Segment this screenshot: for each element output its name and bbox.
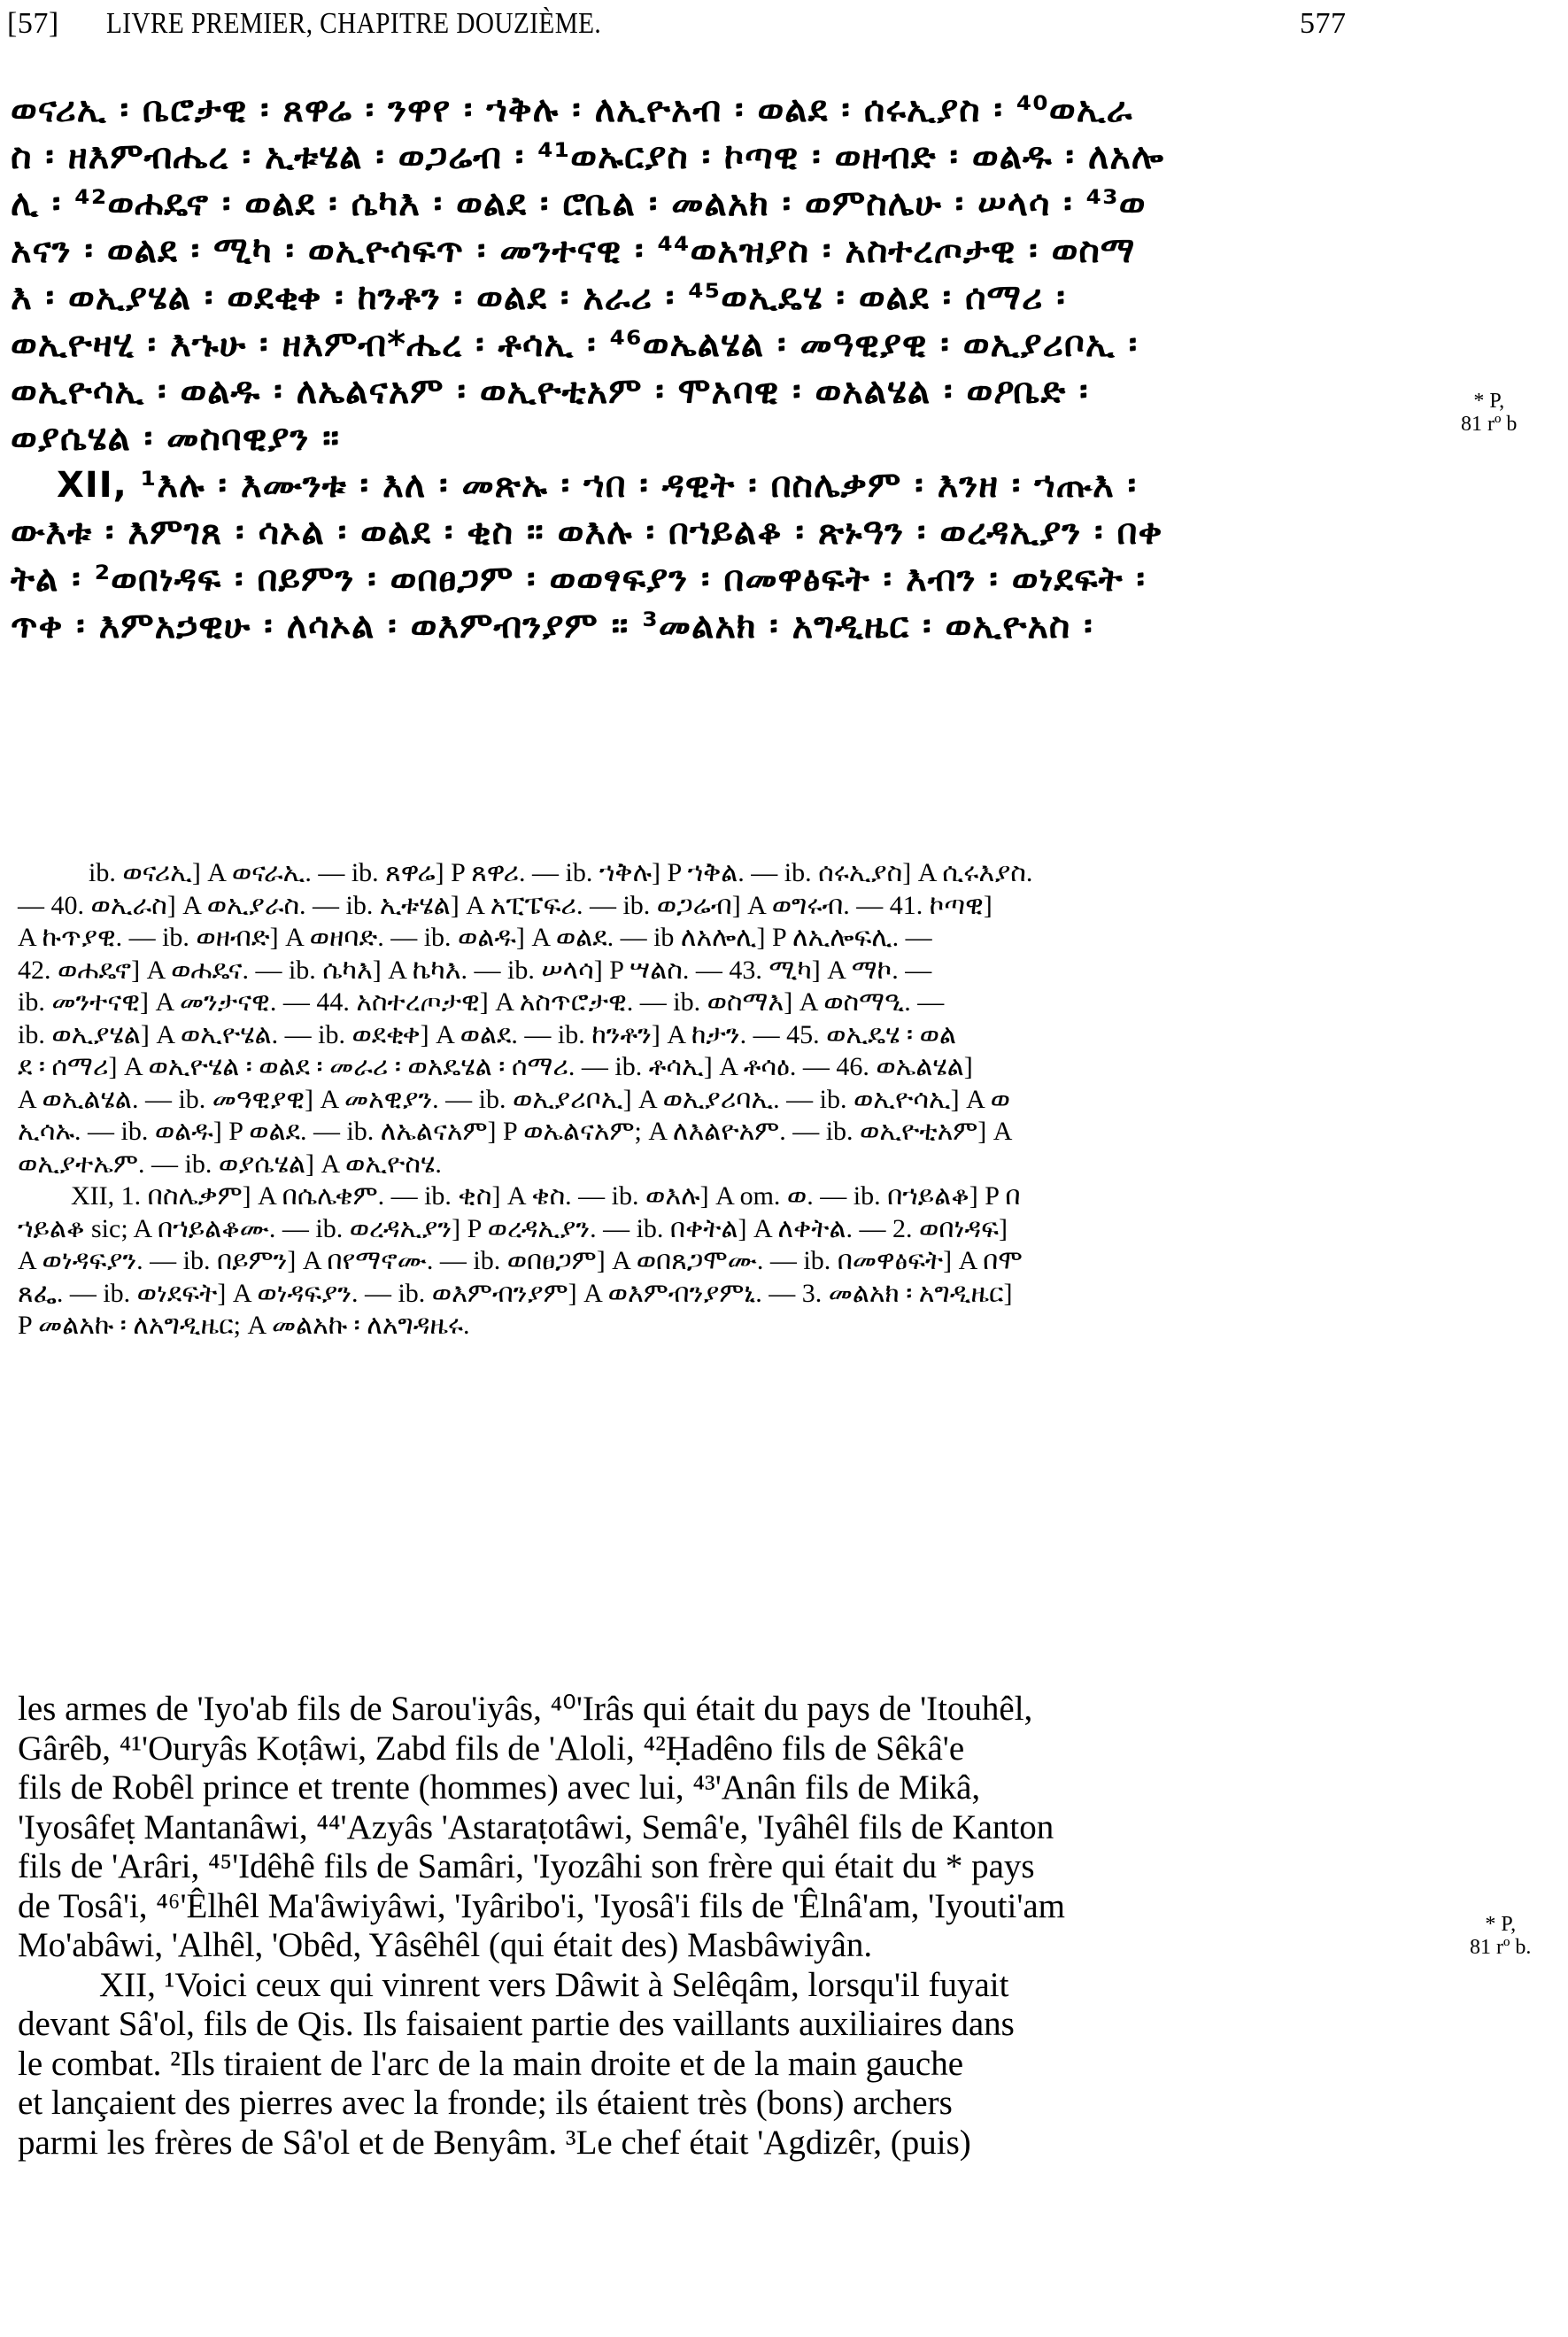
translation-line: devant Sâ'ol, fils de Qis. Ils faisaient partie des vaillants auxiliaires dans [18, 2005, 1015, 2043]
margin-note-line: 81 rº b. [1470, 1936, 1532, 1959]
critical-apparatus [18, 857, 1434, 1343]
apparatus-line: A ኩጥያዊ. — ib. ወዘብድ] A ወዘባድ. — ib. ወልዱ] A ወልደ. — ib ለአሎሊ] P ለኢሎፍሊ. — [18, 923, 932, 952]
apparatus-line: — 40. ወኢራስ] A ወኢያራስ. — ib. ኢቱሄል] A አፒፔፍሪ. — ib. ወጋሬብ] A ወግሩብ. — 41. ኮጣዊ] [18, 890, 993, 920]
translation-line: 'Iyosâfeṭ Mantanâwi, ⁴⁴'Azyâs 'Astaraṭotâwi, Semâ'e, 'Iyâhêl fils de Kanton [18, 1807, 1054, 1846]
apparatus-line: ደ ፡ ሰማሪ] A ወኢዮሄል ፡ ወልደ ፡ መራሪ ፡ ወአዴሄል ፡ ሰማሪ. — ib. ቶሳኢ] A ቶሳዕ. — 46. ወኤልሄል] [18, 1052, 973, 1081]
ethiopic-line: ውእቱ ፡ እምገጸ ፡ ሳኦል ፡ ወልደ ፡ ቂስ ። ወእሉ ፡ በኀይልቆ ፡ ጽኑዓን ፡ ወረዳኢያን ፡ በቀ [11, 512, 1163, 553]
translation-line: parmi les frères de Sâ'ol et de Benyâm. ³Le chef était 'Agdizêr, (puis) [18, 2123, 971, 2162]
translation-line: Gârêb, ⁴¹'Ouryâs Koṭâwi, Zabd fils de 'Aloli, ⁴²Ḥadêno fils de Sêkâ'e [18, 1729, 965, 1768]
running-title: LIVRE PREMIER, CHAPITRE DOUZIÈME. [106, 7, 602, 40]
ethiopic-line: ወኢዮሳኢ ፡ ወልዱ ፡ ለኤልናአም ፡ ወኢዮቲአም ፡ ሞአባዊ ፡ ወአልሄል ፡ ወዖቤድ ፡ [11, 371, 1089, 412]
margin-note-line: 81 rº b [1461, 413, 1518, 436]
ethiopic-line: ወኢዮዛሂ ፡ እኁሁ ፡ ዘእምብ*ሔረ ፡ ቶሳኢ ፡ ⁴⁶ወኤልሄል ፡ መዓዊያዊ ፡ ወኢያሪቦኢ ፡ [11, 324, 1139, 365]
translation-line: fils de Robêl prince et trente (hommes) avec lui, ⁴³'Anân fils de Mikâ, [18, 1768, 981, 1807]
apparatus-line: ib. ወኢያሄል] A ወኢዮሄል. — ib. ወደቂቀ] A ወልደ. — ib. ከንቶን] A ከታን. — 45. ወኢዴሄ ፡ ወል [18, 1019, 956, 1049]
apparatus-line-chapter-start: XII, 1. በስሌቃም] A በሴሌቄም. — ib. ቂስ] A ቄስ. — ib. ወእሉ] A om. ወ. — ib. በኀይልቆ] P በ [71, 1181, 1021, 1211]
ethiopic-text-block [11, 87, 1427, 650]
ethiopic-line: እ ፡ ወኢያሄል ፡ ወደቂቀ ፡ ከንቶን ፡ ወልደ ፡ አራሪ ፡ ⁴⁵ወኢዴሄ ፡ ወልደ ፡ ሰማሪ ፡ [11, 277, 1066, 318]
translation-line: le combat. ²Ils tiraient de l'arc de la main droite et de la main gauche [18, 2044, 964, 2083]
ethiopic-line: ትል ፡ ²ወበነዳፍ ፡ በይምን ፡ ወበፀጋም ፡ ወወፃፍያን ፡ በመዋፅፍት ፡ እብን ፡ ወነደፍት ፡ [11, 559, 1146, 600]
margin-note-line: * P, [1485, 1913, 1517, 1936]
apparatus-line: ኀይልቆ sic; A በኀይልቆሙ. — ib. ወረዳኢያን] P ወረዳኢያን. — ib. በቀትል] A ለቀትል. — 2. ወበነዳፍ] [18, 1213, 1008, 1243]
ethiopic-line: አናን ፡ ወልደ ፡ ሚካ ፡ ወኢዮሳፍጥ ፡ መንተናዊ ፡ ⁴⁴ወአዝያስ ፡ አስተረጦታዊ ፡ ወስማ [11, 230, 1136, 271]
apparatus-line: ጸፌ. — ib. ወነደፍት] A ወነዳፍያን. — ib. ወእምብንያም] A ወእምብንያምኒ. — 3. መልአክ ፡ አግዲዜር] [18, 1278, 1013, 1308]
ethiopic-line: ስ ፡ ዘእምብሔረ ፡ ኢቱሄል ፡ ወጋሬብ ፡ ⁴¹ወኡርያስ ፡ ኮጣዊ ፡ ወዘብድ ፡ ወልዱ ፡ ለአሎ [11, 136, 1165, 177]
apparatus-line: A ወነዳፍያን. — ib. በይምን] A በየማኖሙ. — ib. ወበፀጋም] A ወበጸጋሞሙ. — ib. በመዋፅፍት] A በሞ [18, 1246, 1023, 1275]
running-header [7, 7, 1477, 51]
apparatus-line: P መልአኩ ፡ ለአግዲዜር; A መልአኩ ፡ ለአግዳዜሩ. [18, 1311, 470, 1340]
apparatus-line: ኢሳኡ. — ib. ወልዱ] P ወልደ. — ib. ለኤልናአም] P ወኤልናአም; A ለእልዮአም. — ib. ወኢዮቲአም] A [18, 1117, 1013, 1146]
translation-line-chapter-start: XII, ¹Voici ceux qui vinrent vers Dâwit à Selêqâm, lorsqu'il fuyait [99, 1965, 1009, 2004]
apparatus-line: ib. ወናሪኢ] A ወናራኢ. — ib. ጸዋሬ] P ጸዋሪ. — ib. ኀቅሉ] P ኀቅል. — ib. ሰሩኢያስ] A ሲሩእያስ. [89, 858, 1033, 887]
ethiopic-line: ወያሴሄል ፡ መስባዊያን ። [11, 418, 340, 459]
translation-line: fils de 'Arâri, ⁴⁵'Idêhê fils de Samâri, 'Iyozâhi son frère qui était du * pays [18, 1847, 1035, 1885]
page-number: 577 [1300, 7, 1347, 40]
margin-note-line: * P, [1473, 390, 1505, 413]
translation-line: de Tosâ'i, ⁴⁶'Êlhêl Ma'âwiyâwi, 'Iyâribo'i, 'Iyosâ'i fils de 'Êlnâ'am, 'Iyouti'am [18, 1886, 1066, 1925]
french-translation [18, 1690, 1470, 2163]
page-ref: [57] [7, 7, 59, 40]
ethiopic-line: ሊ ፡ ⁴²ወሐዴኖ ፡ ወልደ ፡ ሴካእ ፡ ወልደ ፡ ሮቤል ፡ መልአክ ፡ ወምስሌሁ ፡ ሠላሳ ፡ ⁴³ወ [11, 183, 1147, 224]
apparatus-line: ib. መንተናዊ] A መንታናዊ. — 44. አስተረጦታዊ] A አስጥሮታዊ. — ib. ወስማእ] A ወስማዒ. — [18, 987, 945, 1017]
translation-line: Mo'abâwi, 'Alhêl, 'Obêd, Yâsêhêl (qui était des) Masbâwiyân. [18, 1926, 873, 1964]
ethiopic-line: ጥቀ ፡ እምአኃዊሁ ፡ ለሳኦል ፡ ወእምብንያም ። ³መልአክ ፡ አግዲዜር ፡ ወኢዮአስ ፡ [11, 606, 1093, 646]
translation-line: les armes de 'Iyo'ab fils de Sarou'iyâs, ⁴⁰'Irâs qui était du pays de 'Itouhêl, [18, 1690, 1033, 1728]
translation-line: et lançaient des pierres avec la fronde; ils étaient très (bons) archers [18, 2084, 953, 2122]
margin-note-translation [1470, 1913, 1531, 1959]
apparatus-line: 42. ወሐዴኖ] A ወሐዴና. — ib. ሴካእ] A ኬካእ. — ib. ሠላሳ] P ሣልስ. — 43. ሚካ] A ማኮ. — [18, 955, 932, 985]
ethiopic-line: ወናሪኢ ፡ ቤሮታዊ ፡ ጸዋሬ ፡ ንዋየ ፡ ኀቅሉ ፡ ለኢዮአብ ፡ ወልደ ፡ ሰሩኢያስ ፡ ⁴⁰ወኢራ [11, 89, 1133, 130]
margin-note-ethiopic [1461, 390, 1517, 436]
ethiopic-line-chapter-start: XII, ¹እሉ ፡ እሙንቱ ፡ እለ ፡ መጽኡ ፡ ኀበ ፡ ዳዊት ፡ በስሌቃም ፡ እንዘ ፡ ኀጡእ ፡ [57, 465, 1138, 506]
apparatus-line: ወኢያተኤም. — ib. ወያሴሄል] A ወኢዮስሄ. [18, 1149, 442, 1179]
apparatus-line: A ወኢልሄል. — ib. መዓዊያዊ] A መአዊያን. — ib. ወኢያሪቦኢ] A ወኢያሪባኢ. — ib. ወኢዮሳኢ] A ወ [18, 1084, 1010, 1114]
